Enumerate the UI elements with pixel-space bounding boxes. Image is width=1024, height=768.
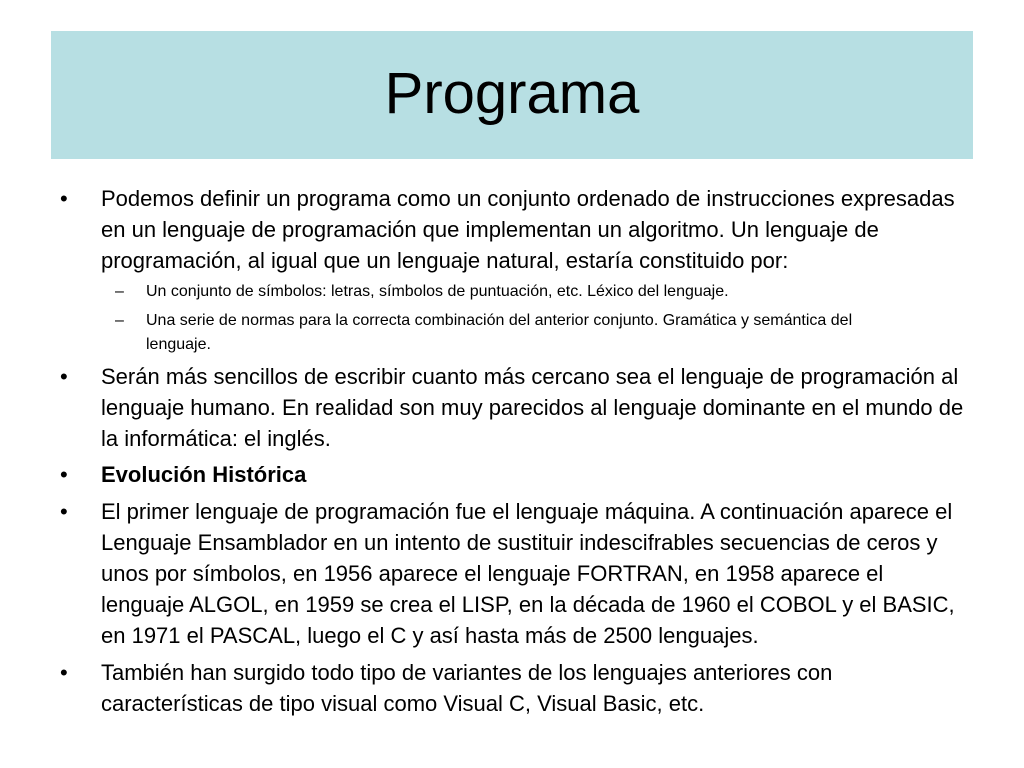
slide-title: Programa bbox=[384, 61, 640, 126]
sub-bullet-text: Una serie de normas para la correcta combinación del anterior conjunto. Gramática y semántica del lenguaje. bbox=[146, 312, 853, 353]
bullet-heading-text: Evolución Histórica bbox=[101, 462, 307, 487]
bullet-marker: • bbox=[60, 660, 68, 685]
bullet-item bbox=[0, 496, 1024, 651]
bullet-item bbox=[0, 657, 1024, 719]
dash-marker: – bbox=[115, 312, 124, 329]
dash-marker: – bbox=[115, 283, 124, 300]
bullet-marker: • bbox=[60, 186, 68, 211]
bullet-text: También han surgido todo tipo de variantes de los lenguajes anteriores con características de tipo visual como Visual C, Visual Basic, etc. bbox=[101, 660, 833, 716]
bullet-marker: • bbox=[60, 499, 68, 524]
sub-bullet-text: Un conjunto de símbolos: letras, símbolos de puntuación, etc. Léxico del lenguaje. bbox=[146, 283, 729, 300]
bullet-item bbox=[0, 361, 1024, 454]
bullet-item bbox=[0, 183, 1024, 276]
bullet-text: El primer lenguaje de programación fue el lenguaje máquina. A continuación aparece el Lenguaje Ensamblador en un intento de sustituir indescifrables secuencias de ceros y unos por símbolos, en 1956 aparece el lenguaje FORTRAN, en 1958 aparece el lenguaje ALGOL, en 1959 se crea el LISP, en la década de 1960 el COBOL y el BASIC, en 1971 el PASCAL, luego el C y así hasta más de 2500 lenguajes. bbox=[101, 499, 955, 648]
bullet-marker: • bbox=[60, 462, 68, 487]
bullet-text: Serán más sencillos de escribir cuanto más cercano sea el lenguaje de programación al lenguaje humano. En realidad son muy parecidos al lenguaje dominante en el mundo de la informática: el inglés. bbox=[101, 364, 964, 451]
slide-title-bar bbox=[51, 31, 973, 159]
sub-bullet-item bbox=[0, 280, 1024, 304]
slide-body bbox=[0, 183, 1024, 719]
bullet-marker: • bbox=[60, 364, 68, 389]
bullet-item-heading bbox=[0, 459, 1024, 490]
sub-bullet-item bbox=[0, 309, 1024, 357]
bullet-text: Podemos definir un programa como un conjunto ordenado de instrucciones expresadas en un lenguaje de programación que implementan un algoritmo. Un lenguaje de programación, al igual que un lenguaje natural, estaría constituido por: bbox=[101, 186, 955, 273]
